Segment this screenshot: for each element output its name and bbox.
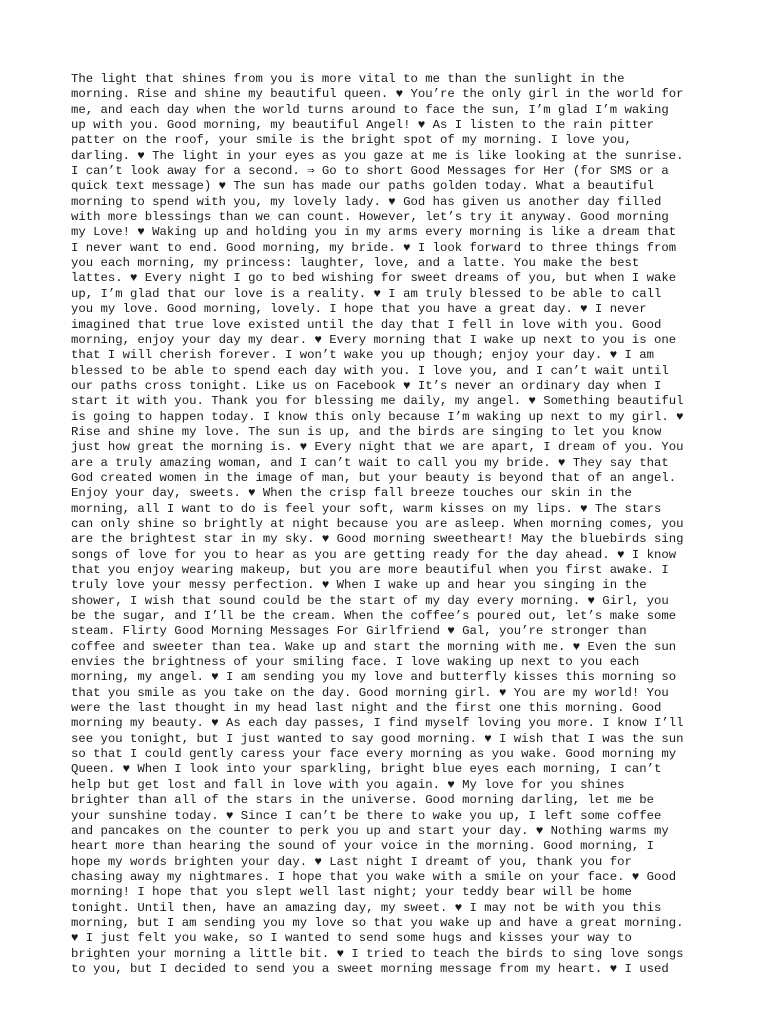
text-line: darling. ♥ The light in your eyes as you gaze at me is like looking at the sunrise. [71, 148, 684, 163]
text-line: you my love. Good morning, lovely. I hope that you have a great day. ♥ I never [71, 302, 647, 317]
text-line: I never want to end. Good morning, my bride. ♥ I look forward to three things from [71, 240, 677, 255]
text-line: morning, but I am sending you my love so that you wake up and have a great morning. [71, 915, 684, 930]
text-line: up with you. Good morning, my beautiful Angel! ♥ As I listen to the rain pitter [71, 118, 654, 133]
text-line: were the last thought in my head last night and the first one this morning. Good [71, 701, 662, 716]
text-line: that you smile as you take on the day. Good morning girl. ♥ You are my world! You [71, 685, 669, 700]
text-line: coffee and sweeter than tea. Wake up and start the morning with me. ♥ Even the sun [71, 639, 677, 654]
text-line: morning to spend with you, my lovely lady. ♥ God has given us another day filled [71, 194, 662, 209]
text-line: heart more than hearing the sound of your voice in the morning. Good morning, I [71, 839, 654, 854]
text-line: I can’t look away for a second. ⇒ Go to short Good Messages for Her (for SMS or a [71, 164, 669, 179]
text-line: morning, all I want to do is feel your soft, warm kisses on my lips. ♥ The stars [71, 501, 662, 516]
text-line: morning my beauty. ♥ As each day passes, I find myself loving you more. I know I’ll [71, 716, 684, 731]
text-line: are the brightest star in my sky. ♥ Good morning sweetheart! May the bluebirds sing [71, 532, 684, 547]
text-line: morning! I hope that you slept well last night; your teddy bear will be home [71, 885, 632, 900]
text-line: help but get lost and fall in love with you again. ♥ My love for you shines [71, 777, 625, 792]
text-line: brighter than all of the stars in the universe. Good morning darling, let me be [71, 793, 654, 808]
text-line: up, I’m glad that our love is a reality. ♥ I am truly blessed to be able to call [71, 286, 662, 301]
text-line: God created women in the image of man, but your beauty is beyond that of an angel. [71, 470, 677, 485]
text-line: that I will cherish forever. I won’t wake you up though; enjoy your day. ♥ I am [71, 348, 654, 363]
text-line: your sunshine today. ♥ Since I can’t be there to wake you up, I left some coffee [71, 808, 662, 823]
text-line: morning, my angel. ♥ I am sending you my love and butterfly kisses this morning so [71, 670, 677, 685]
text-line: start it with you. Thank you for blessing me daily, my angel. ♥ Something beautiful [71, 394, 684, 409]
body-text [71, 72, 711, 977]
text-line: imagined that true love existed until the day that I fell in love with you. Good [71, 317, 662, 332]
text-line: my Love! ♥ Waking up and holding you in my arms every morning is like a dream that [71, 225, 677, 240]
text-line: morning, enjoy your day my dear. ♥ Every morning that I wake up next to you is one [71, 332, 677, 347]
text-line: that you enjoy wearing makeup, but you are more beautiful when you first awake. I [71, 563, 669, 577]
text-line: Rise and shine my love. The sun is up, and the birds are singing to let you know [71, 424, 662, 439]
text-line: steam. Flirty Good Morning Messages For Girlfriend ♥ Gal, you’re stronger than [71, 624, 647, 639]
text-line: ♥ I just felt you wake, so I wanted to send some hugs and kisses your way to [71, 931, 632, 946]
text-line: shower, I wish that sound could be the start of my day every morning. ♥ Girl, you [71, 593, 669, 608]
text-line: songs of love for you to hear as you are getting ready for the day ahead. ♥ I know [71, 547, 677, 562]
text-line: our paths cross tonight. Like us on Facebook ♥ It’s never an ordinary day when I [71, 378, 662, 393]
text-line: you each morning, my princess: laughter, love, and a latte. You make the best [71, 256, 640, 271]
text-line: chasing away my nightmares. I hope that you wake with a smile on your face. ♥ Good [71, 869, 677, 884]
text-line: be the sugar, and I’ll be the cream. When the coffee’s poured out, let’s make some [71, 609, 677, 624]
text-line: are a truly amazing woman, and I can’t wait to call you my bride. ♥ They say that [71, 455, 669, 470]
text-line: lattes. ♥ Every night I go to bed wishing for sweet dreams of you, but when I wake [71, 271, 677, 286]
text-line: to you, but I decided to send you a sweet morning message from my heart. ♥ I used [71, 961, 669, 976]
text-line: Queen. ♥ When I look into your sparkling, bright blue eyes each morning, I can’t [71, 762, 662, 777]
text-line: me, and each day when the world turns around to face the sun, I’m glad I’m waking [71, 102, 669, 117]
text-line: brighten your morning a little bit. ♥ I tried to teach the birds to sing love songs [71, 946, 684, 961]
text-line: tonight. Until then, have an amazing day, my sweet. ♥ I may not be with you this [71, 900, 662, 915]
text-line: envies the brightness of your smiling face. I love waking up next to you each [71, 655, 640, 670]
text-line: with more blessings than we can count. However, let’s try it anyway. Good morning [71, 210, 669, 225]
text-line: just how great the morning is. ♥ Every night that we are apart, I dream of you. You [71, 440, 684, 455]
text-line: truly love your messy perfection. ♥ When I wake up and hear you singing in the [71, 578, 647, 593]
text-line: can only shine so brightly at night because you are asleep. When morning comes, you [71, 516, 684, 531]
text-line: quick text message) ♥ The sun has made our paths golden today. What a beautiful [71, 179, 654, 194]
text-line: Enjoy your day, sweets. ♥ When the crisp fall breeze touches our skin in the [71, 486, 632, 501]
text-line: blessed to be able to spend each day with you. I love you, and I can’t wait until [71, 363, 669, 378]
text-line: patter on the roof, your smile is the bright spot of my morning. I love you, [71, 133, 632, 148]
text-line: see you tonight, but I just wanted to say good morning. ♥ I wish that I was the sun [71, 731, 684, 746]
text-line: is going to happen today. I know this only because I’m waking up next to my girl. ♥ [71, 409, 684, 424]
text-line: hope my words brighten your day. ♥ Last night I dreamt of you, thank you for [71, 854, 632, 869]
text-line: and pancakes on the counter to perk you up and start your day. ♥ Nothing warms my [71, 823, 669, 838]
text-line: The light that shines from you is more vital to me than the sunlight in the [71, 72, 625, 86]
text-line: so that I could gently caress your face every morning as you wake. Good morning my [71, 747, 677, 762]
text-line: morning. Rise and shine my beautiful queen. ♥ You’re the only girl in the world for [71, 87, 684, 102]
